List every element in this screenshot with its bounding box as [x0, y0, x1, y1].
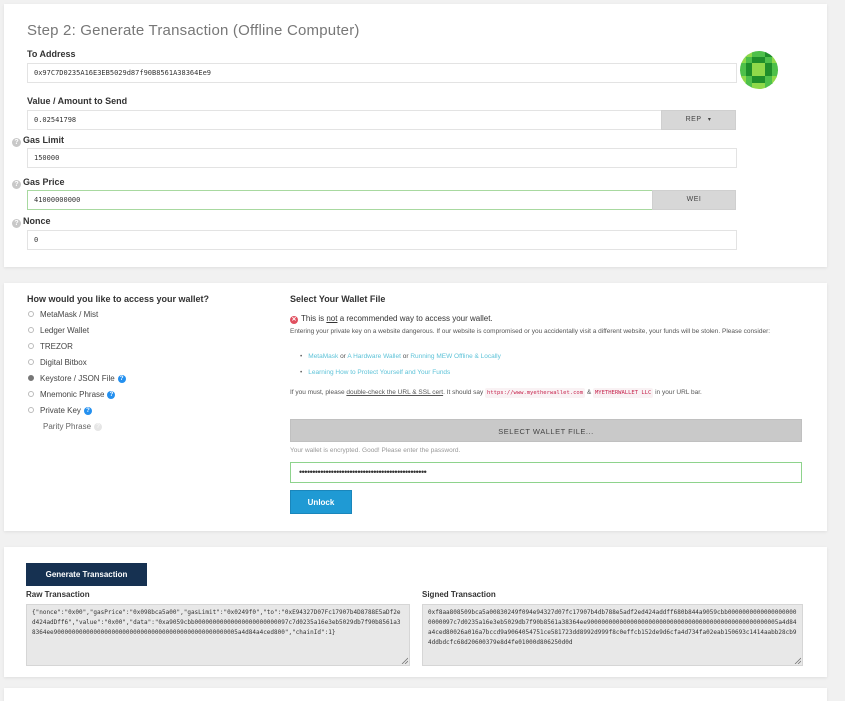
raw-transaction-label: Raw Transaction	[26, 590, 90, 599]
nonce-label-text: Nonce	[23, 216, 51, 226]
help-icon[interactable]: ?	[12, 180, 21, 189]
radio-icon[interactable]	[28, 311, 34, 317]
raw-transaction-text: {"nonce":"0x00","gasPrice":"0x098bca5a00","gasLimit":"0x0249f0","to":"0xE94327D07Fc17907b4D8788E5aDf2ed424adDff6","value":"0x00","data":"0xa9059cbb00000000000000000000000097c7d0235a16e3eb5029db7f90b8561a38364ee900000000000000000000000000000000000000000000000005a4d84a4ced800","chainId":1}	[32, 609, 401, 636]
select-wallet-file-button[interactable]: SELECT WALLET FILE...	[290, 419, 802, 442]
must-text: in your URL bar.	[653, 389, 702, 396]
llc-pill: MYETHERWALLET LLC	[595, 390, 652, 396]
help-icon[interactable]: ?	[12, 219, 21, 228]
to-address-label: To Address	[27, 49, 76, 59]
amount-input[interactable]: 0.02541798	[27, 110, 662, 130]
protect-funds-link[interactable]: Learning How to Protect Yourself and Your Funds	[308, 369, 451, 376]
gas-price-label	[12, 177, 65, 189]
metamask-link[interactable]: MetaMask	[308, 353, 339, 360]
warn-text: This is	[301, 314, 327, 323]
option-trezor[interactable]	[28, 342, 73, 351]
identicon-cell	[772, 83, 779, 90]
nonce-label	[12, 216, 51, 228]
select-wallet-file-title: Select Your Wallet File	[290, 294, 386, 304]
radio-icon[interactable]	[28, 327, 34, 333]
address-identicon	[740, 51, 778, 89]
radio-icon[interactable]	[28, 359, 34, 365]
recommendation-bullet	[300, 369, 450, 376]
error-x-icon: ✕	[291, 317, 297, 323]
unlock-button[interactable]: Unlock	[290, 490, 352, 514]
offline-link[interactable]: Running MEW Offline & Locally	[410, 353, 501, 360]
password-hint: Your wallet is encrypted. Good! Please enter the password.	[290, 447, 461, 454]
help-icon[interactable]: ?	[12, 138, 21, 147]
caret-down-icon: ▾	[707, 117, 712, 123]
option-private-key[interactable]	[28, 406, 92, 415]
radio-icon[interactable]	[28, 343, 34, 349]
warning-message	[290, 314, 493, 324]
token-dropdown[interactable]	[661, 110, 736, 130]
must-text: If you must, please	[290, 389, 347, 396]
to-address-input[interactable]: 0x97C7D0235A16E3EB5029d87f90B8561A38364Ee9	[27, 63, 737, 83]
token-label: REP	[685, 116, 702, 123]
option-label: Keystore / JSON File	[40, 374, 115, 383]
nonce-input[interactable]: 0	[27, 230, 737, 250]
help-icon[interactable]: ?	[118, 375, 126, 383]
value-label: Value / Amount to Send	[27, 96, 128, 106]
must-text: . It should say	[443, 389, 486, 396]
or-text: or	[400, 353, 411, 360]
gas-limit-label-text: Gas Limit	[23, 135, 65, 145]
gas-price-input[interactable]: 41000000000	[27, 190, 653, 210]
signed-transaction-text: 0xf8aa808509bca5a00830249f094e94327d07fc17907b4db788e5adf2ed424addff680b844a9059cbb00000000000000000000000097c7d0235a16e3eb5029db7f90b8561a38364ee90000000000000000000000000000000000000000000000000005a4d84a4ced80026a016a7bccd9a9064054751ce581723dd8992d999f8c0effcb152de9d6cfa4d734fa02eab150693c1414aabb28cb94ddbdcfc68d20600379e8d4fe01000d806250d0d	[428, 609, 797, 646]
ssl-cert-link[interactable]: double-check the URL & SSL cert	[346, 389, 444, 396]
option-ledger[interactable]	[28, 326, 89, 335]
signed-transaction-textarea[interactable]	[422, 604, 803, 666]
gas-price-label-text: Gas Price	[23, 177, 65, 187]
option-label: Mnemonic Phrase	[40, 390, 105, 399]
amp-text: &	[585, 389, 593, 396]
option-label: Private Key	[40, 406, 81, 415]
hardware-wallet-link[interactable]: A Hardware Wallet	[347, 353, 401, 360]
raw-transaction-textarea[interactable]	[26, 604, 410, 666]
warn-text: a recommended way to access your wallet.	[337, 314, 493, 323]
page-title: Step 2: Generate Transaction (Offline Computer)	[27, 22, 360, 39]
option-label: MetaMask / Mist	[40, 310, 99, 319]
option-mnemonic[interactable]	[28, 390, 115, 399]
recommendation-bullet	[300, 353, 501, 360]
signed-transaction-label: Signed Transaction	[422, 590, 496, 599]
option-label: Parity Phrase	[43, 422, 92, 431]
generate-transaction-button[interactable]: Generate Transaction	[26, 563, 147, 586]
radio-icon[interactable]	[28, 407, 34, 413]
access-wallet-panel	[4, 283, 827, 531]
password-input[interactable]: ••••••••••••••••••••••••••••••••••••••••••••••••	[290, 462, 802, 483]
bullet-dot: •	[300, 353, 303, 360]
bullet-dot: •	[300, 369, 303, 376]
option-digital-bitbox[interactable]	[28, 358, 87, 367]
help-icon[interactable]: ?	[107, 391, 115, 399]
or-text: or	[338, 353, 348, 360]
option-keystore[interactable]	[28, 374, 126, 383]
url-pill: https://www.myetherwallet.com	[487, 390, 584, 396]
option-label: TREZOR	[40, 342, 73, 351]
option-parity-phrase[interactable]	[43, 422, 102, 431]
resize-handle-icon[interactable]	[401, 657, 408, 664]
gas-price-unit: WEI	[652, 190, 736, 210]
next-panel	[4, 688, 827, 701]
option-label: Digital Bitbox	[40, 358, 87, 367]
gas-limit-label	[12, 135, 64, 147]
gas-limit-input[interactable]: 150000	[27, 148, 737, 168]
generate-output-panel	[4, 547, 827, 677]
help-icon[interactable]: ?	[94, 423, 102, 431]
help-icon[interactable]: ?	[84, 407, 92, 415]
warning-description: Entering your private key on a website dangerous. If our website is compromised or you accidentally visit a different website, your funds will be stolen. Please consider:	[290, 328, 771, 335]
radio-icon[interactable]	[28, 391, 34, 397]
radio-selected-icon[interactable]	[28, 375, 34, 381]
warn-emphasis: not	[326, 314, 338, 323]
resize-handle-icon[interactable]	[794, 657, 801, 664]
url-check-text	[290, 388, 702, 398]
generate-transaction-panel	[4, 4, 827, 267]
option-label: Ledger Wallet	[40, 326, 90, 335]
option-metamask[interactable]	[28, 310, 98, 319]
access-wallet-title: How would you like to access your wallet?	[27, 294, 210, 304]
